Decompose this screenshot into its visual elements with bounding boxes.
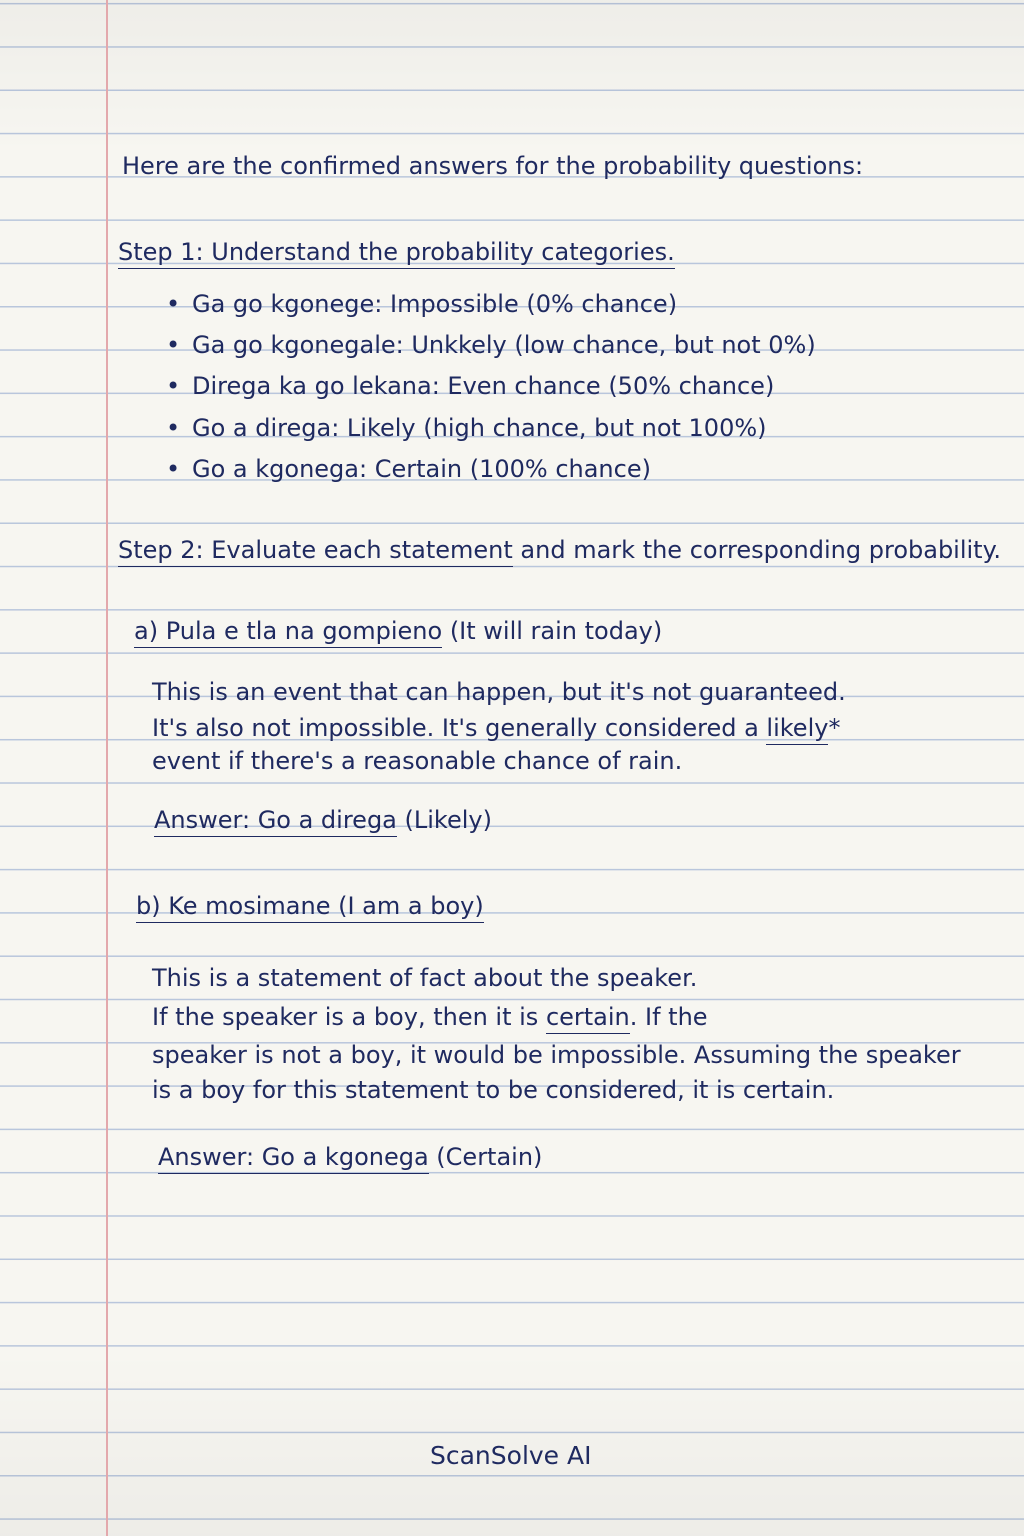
- bullet-icon: •: [166, 455, 181, 483]
- part-b-line-4: is a boy for this statement to be considered, it is certain.: [152, 1076, 835, 1104]
- part-a-answer: [154, 808, 492, 832]
- part-b-line-2-rest: . If the: [629, 1003, 708, 1031]
- list-item: [166, 457, 651, 481]
- part-a-translation: (It will rain today): [442, 617, 663, 645]
- bullet-icon: •: [166, 290, 181, 318]
- emphasis-mark: *: [828, 714, 841, 742]
- list-item-text: Go a kgonega: Certain (100% chance): [192, 455, 651, 483]
- part-b-answer: [158, 1145, 542, 1169]
- part-b-answer-label: Answer: Go a kgonega: [158, 1143, 429, 1174]
- part-b-line-1: This is a statement of fact about the speaker.: [152, 964, 698, 992]
- footer-brand: ScanSolve AI: [430, 1441, 592, 1470]
- part-b-answer-rest: (Certain): [428, 1143, 543, 1171]
- intro-text: Here are the confirmed answers for the probability questions:: [122, 152, 864, 180]
- bullet-icon: •: [166, 414, 181, 442]
- part-a-line-2-text: It's also not impossible. It's generally considered a: [152, 714, 767, 742]
- part-a-line-3: event if there's a reasonable chance of rain.: [152, 747, 683, 775]
- step1-heading: [118, 240, 675, 264]
- emphasis-certain: certain: [546, 1003, 630, 1034]
- part-a-line-1: This is an event that can happen, but it's not guaranteed.: [152, 678, 846, 706]
- list-item-text: Direga ka go lekana: Even chance (50% chance): [192, 372, 775, 400]
- list-item-text: Ga go kgonegale: Unkkely (low chance, but not 0%): [192, 331, 816, 359]
- list-item-text: Go a direga: Likely (high chance, but not 100%): [192, 414, 767, 442]
- margin-line: [106, 0, 108, 1536]
- part-a-line-2: [152, 716, 840, 740]
- part-a-heading: [134, 619, 662, 643]
- step2-label-rest: and mark the corresponding probability.: [512, 536, 1001, 564]
- part-b-line-3: speaker is not a boy, it would be impossible. Assuming the speaker: [152, 1041, 961, 1069]
- bullet-icon: •: [166, 331, 181, 359]
- list-item: [166, 292, 677, 316]
- part-a-answer-label: Answer: Go a direga: [154, 806, 397, 837]
- step2-heading: [118, 538, 1001, 562]
- part-b-line-2-text: If the speaker is a boy, then it is: [152, 1003, 546, 1031]
- part-a-title: a) Pula e tla na gompieno: [134, 617, 442, 648]
- part-b-line-2: [152, 1005, 708, 1029]
- part-b-heading: [136, 894, 484, 918]
- step2-label-underlined: Step 2: Evaluate each statement: [118, 536, 513, 567]
- list-item-text: Ga go kgonege: Impossible (0% chance): [192, 290, 678, 318]
- emphasis-likely: likely: [766, 714, 828, 745]
- step1-label: Step 1: Understand the probability categories.: [118, 238, 675, 269]
- list-item: [166, 374, 774, 398]
- part-a-answer-rest: (Likely): [396, 806, 492, 834]
- part-b-title: b) Ke mosimane (I am a boy): [136, 892, 484, 923]
- bullet-icon: •: [166, 372, 181, 400]
- list-item: [166, 333, 816, 357]
- list-item: [166, 416, 767, 440]
